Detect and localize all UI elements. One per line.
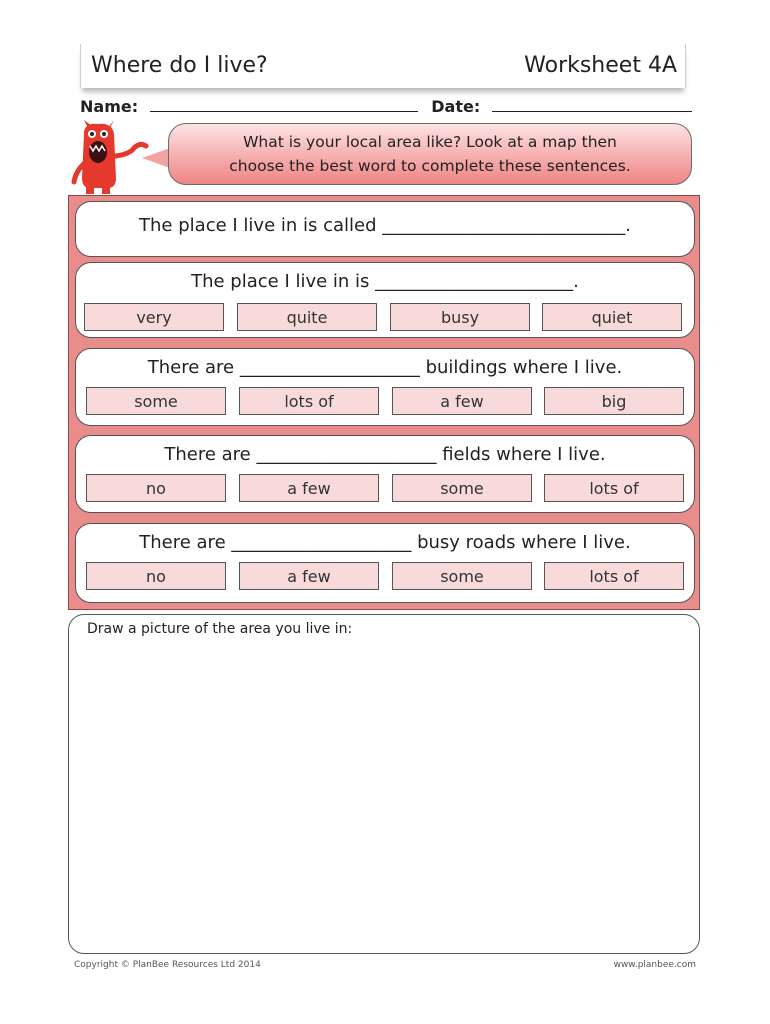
word-option[interactable]: no	[86, 474, 226, 502]
word-option[interactable]: quite	[237, 303, 377, 331]
word-option[interactable]: big	[544, 387, 684, 415]
sentence-card-4	[75, 435, 695, 513]
word-option[interactable]: lots of	[544, 562, 684, 590]
worksheet-number: Worksheet 4A	[524, 53, 677, 78]
worksheet-header	[80, 44, 686, 88]
sentence-text: There are ____________________ buildings where I live.	[147, 357, 623, 378]
word-option[interactable]: lots of	[544, 474, 684, 502]
sentence-card-5	[75, 523, 695, 603]
word-option[interactable]: a few	[239, 562, 379, 590]
drawing-area[interactable]	[68, 614, 700, 954]
word-option[interactable]: a few	[239, 474, 379, 502]
word-option[interactable]: no	[86, 562, 226, 590]
website-link[interactable]: www.planbee.com	[613, 960, 696, 970]
sentence-text: There are ____________________ busy roads where I live.	[139, 532, 631, 553]
instruction-line-2: choose the best word to complete these sentences.	[229, 157, 631, 175]
word-option[interactable]: some	[392, 474, 532, 502]
instruction-line-1: What is your local area like? Look at a map then	[243, 133, 617, 151]
word-option[interactable]: lots of	[239, 387, 379, 415]
worksheet-title: Where do I live?	[91, 53, 268, 78]
sentence-card-1	[75, 201, 695, 257]
red-monster-mascot-icon	[68, 118, 152, 196]
speech-bubble-tail	[142, 148, 170, 168]
name-field[interactable]	[150, 97, 418, 112]
exercise-panel	[68, 195, 700, 610]
word-option[interactable]: very	[84, 303, 224, 331]
copyright-text: Copyright © PlanBee Resources Ltd 2014	[74, 960, 261, 970]
sentence-card-2	[75, 262, 695, 338]
word-option[interactable]: some	[86, 387, 226, 415]
word-option[interactable]: a few	[392, 387, 532, 415]
sentence-text: The place I live in is ______________________.	[191, 271, 579, 292]
drawing-prompt: Draw a picture of the area you live in:	[87, 621, 353, 637]
instruction-bubble	[168, 123, 692, 185]
word-option[interactable]: busy	[390, 303, 530, 331]
sentence-text: The place I live in is called ___________________________.	[139, 215, 631, 236]
sentence-text: There are ____________________ fields where I live.	[164, 444, 606, 465]
sentence-card-3	[75, 348, 695, 426]
word-option[interactable]: some	[392, 562, 532, 590]
word-option[interactable]: quiet	[542, 303, 682, 331]
date-field[interactable]	[492, 97, 692, 112]
name-date-bar	[80, 97, 692, 121]
name-label: Name:	[80, 97, 139, 116]
date-label: Date:	[431, 97, 481, 116]
